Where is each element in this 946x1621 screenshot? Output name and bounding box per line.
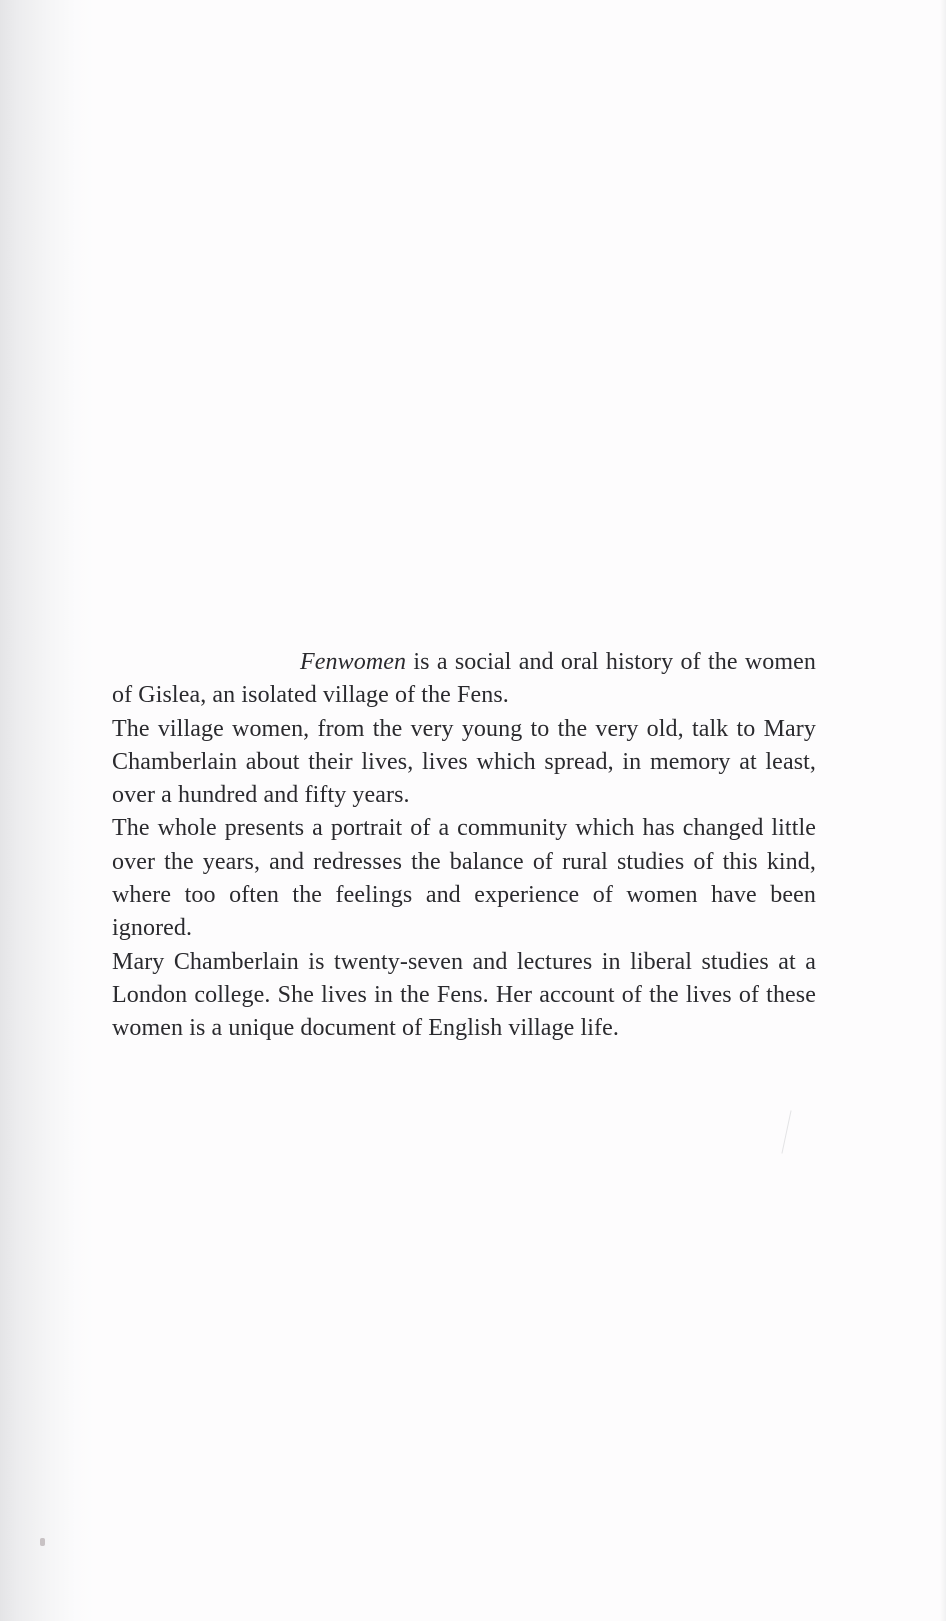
blurb-paragraph-intro — [112, 646, 816, 713]
back-cover-blurb — [112, 646, 816, 1046]
paper-scratch — [781, 1110, 791, 1153]
intro-text: is a social and oral history of the women of Gislea, an isolated village of the Fens. — [112, 649, 816, 709]
page-edge — [940, 0, 946, 1621]
blurb-paragraph-village-women: The village women, from the very young to the very old, talk to Mary Chamberlain about their lives, lives which spread, in memory at least, over a hundred and fifty years. — [112, 715, 816, 809]
blurb-paragraph-portrait: The whole presents a portrait of a community which has changed little over the years, and redresses the balance of rural studies of this kind, where too often the feelings and experience of women have been ignored. — [112, 815, 816, 942]
book-title: Fenwomen — [300, 649, 407, 675]
paper-speck — [40, 1538, 45, 1546]
blurb-paragraph-author: Mary Chamberlain is twenty-seven and lectures in liberal studies at a London college. She lives in the Fens. Her account of the lives of these women is a unique document of English village life. — [112, 948, 816, 1042]
gutter-shadow — [0, 0, 95, 1621]
